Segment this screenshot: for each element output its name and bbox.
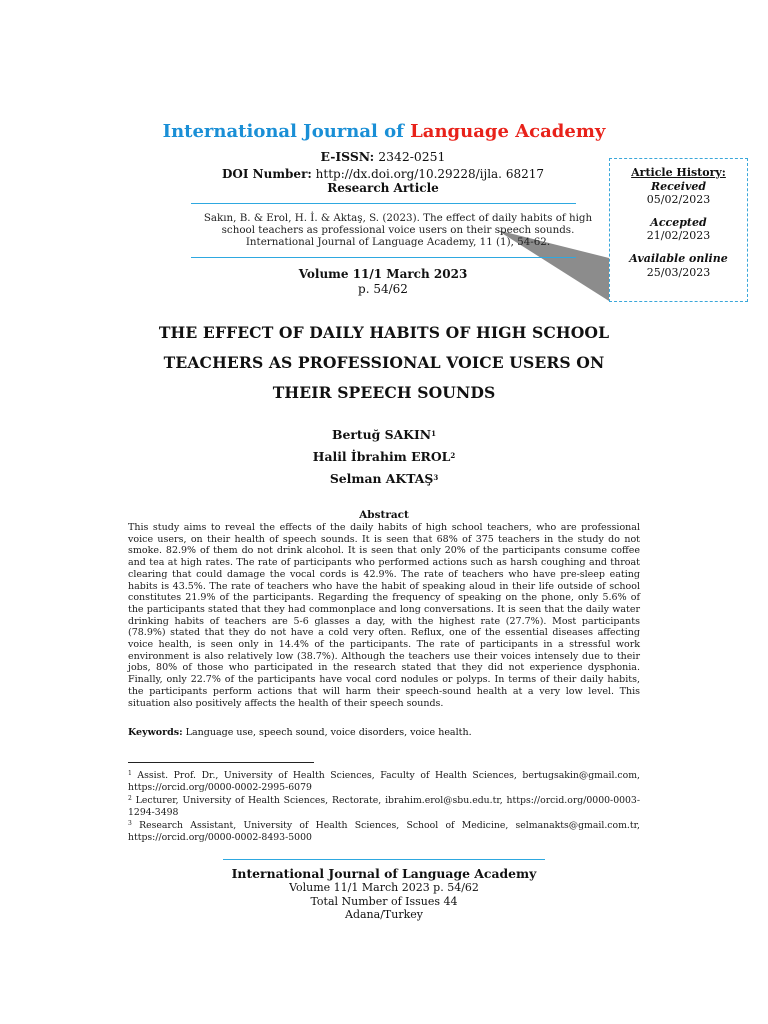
accepted-date: 21/02/2023 bbox=[646, 229, 711, 243]
article-history-box bbox=[609, 158, 748, 302]
footnote-mark: 1 bbox=[128, 770, 132, 777]
footer-location: Adana/Turkey bbox=[345, 908, 423, 921]
volume-line: Volume 11/1 March 2023 bbox=[298, 267, 468, 281]
eissn-value: 2342-0251 bbox=[374, 149, 446, 164]
author-1 bbox=[0, 427, 768, 442]
article-type: Research Article bbox=[327, 181, 439, 195]
keywords bbox=[128, 727, 640, 738]
author-2 bbox=[0, 449, 768, 464]
author-name: Bertuğ SAKIN bbox=[332, 427, 432, 442]
author-3 bbox=[0, 471, 768, 486]
keywords-label: Keywords: bbox=[128, 727, 183, 738]
footnote-text: Assist. Prof. Dr., University of Health Sciences, Faculty of Health Sciences, bertugsakin@gmail.com, https://orcid.org/0000-0002-2995-6079 bbox=[128, 770, 640, 793]
eissn-label: E-ISSN: bbox=[320, 149, 375, 164]
footnote-text: Lecturer, University of Health Sciences, Rectorate, ibrahim.erol@sbu.edu.tr, https://orcid.org/0000-0003-1294-3498 bbox=[128, 795, 640, 818]
title-line: THE EFFECT OF DAILY HABITS OF HIGH SCHOOL bbox=[158, 323, 610, 342]
footnote-text: Research Assistant, University of Health Sciences, School of Medicine, selmanakts@gmail.com.tr, https://orcid.org/0000-0002-8493-5000 bbox=[128, 820, 640, 843]
doi-value[interactable]: http://dx.doi.org/10.29228/ijla. 68217 bbox=[311, 167, 544, 181]
footnote-divider bbox=[128, 762, 314, 763]
keywords-text: Language use, speech sound, voice disorders, voice health. bbox=[182, 727, 472, 738]
author-name: Halil İbrahim EROL bbox=[312, 449, 451, 464]
author-mark: 2 bbox=[450, 451, 456, 460]
doi-label: DOI Number: bbox=[222, 167, 312, 181]
available-online-date: 25/03/2023 bbox=[646, 265, 711, 279]
header-divider-bottom bbox=[191, 257, 576, 258]
footer-issues: Total Number of Issues 44 bbox=[310, 894, 458, 908]
accepted-label: Accepted bbox=[650, 215, 707, 229]
footer-divider bbox=[223, 859, 545, 860]
history-title: Article History: bbox=[631, 166, 726, 179]
title-line: THEIR SPEECH SOUNDS bbox=[272, 383, 496, 402]
citation: Sakın, B. & Erol, H. İ. & Aktaş, S. (2023). The effect of daily habits of high school teachers as professional voice users on their speech sounds. International Journal of Language Academy, 11 (1), 54-62. bbox=[203, 212, 593, 248]
journal-title-part1: International Journal of bbox=[162, 121, 411, 142]
title-line: TEACHERS AS PROFESSIONAL VOICE USERS ON bbox=[163, 353, 605, 372]
received-label: Received bbox=[650, 179, 707, 193]
author-mark: 1 bbox=[431, 429, 436, 438]
author-mark: 3 bbox=[433, 473, 439, 482]
page-footer bbox=[0, 866, 768, 922]
available-online-label: Available online bbox=[629, 251, 728, 265]
received-date: 05/02/2023 bbox=[646, 193, 711, 207]
footnote-mark: 2 bbox=[128, 795, 132, 803]
abstract-heading: Abstract bbox=[359, 509, 409, 521]
footer-journal: International Journal of Language Academy bbox=[231, 866, 537, 881]
pages-line: p. 54/62 bbox=[358, 282, 408, 296]
footnote-1 bbox=[128, 768, 640, 793]
article-title bbox=[0, 318, 768, 408]
footnotes bbox=[128, 768, 640, 844]
abstract-text: This study aims to reveal the effects of the daily habits of high school teachers, who are professional voice users, on their health of speech sounds. It is seen that 68% of 375 teachers in the study do not smoke. 82.9% of them do not drink alcohol. It is seen that only 20% of the participants consume coffee and tea at high rates. The rate of participants who performed actions such as harsh coughing and throat clearing that could damage the vocal cords is 42.9%. The rate of teachers who have pre-sleep eating habits is 43.5%. The rate of teachers who have the habit of speaking aloud in their life outside of school constitutes 21.9% of the participants. Regarding the frequency of speaking on the phone, only 5.6% of the participants stated that they had commonplace and long conversations. It is seen that the daily water drinking habits of teachers are 5-6 glasses a day, with the highest rate (27.7%). Most participants (78.9%) stated that they do not have a cold very often. Reflux, one of the essential diseases affecting voice health, is seen only in 14.4% of the participants. The rate of participants in a stressful work environment is also relatively low (38.7%). Although the teachers use their voices intensely due to their jobs, 80% of those who participated in the research stated that they did not experience dysphonia. Finally, only 22.7% of the participants have vocal cord nodules or polyps. In terms of their daily habits, the participants perform actions that will harm their speech-sound health at a very low level. This situation also positively affects the health of their speech sounds. bbox=[128, 522, 640, 709]
footnote-mark: 3 bbox=[128, 820, 132, 828]
author-name: Selman AKTAŞ bbox=[329, 471, 434, 486]
footer-volume: Volume 11/1 March 2023 p. 54/62 bbox=[289, 881, 479, 894]
footnote-3 bbox=[128, 818, 640, 843]
footnote-2 bbox=[128, 793, 640, 818]
journal-title-part2: Language Academy bbox=[410, 121, 606, 142]
